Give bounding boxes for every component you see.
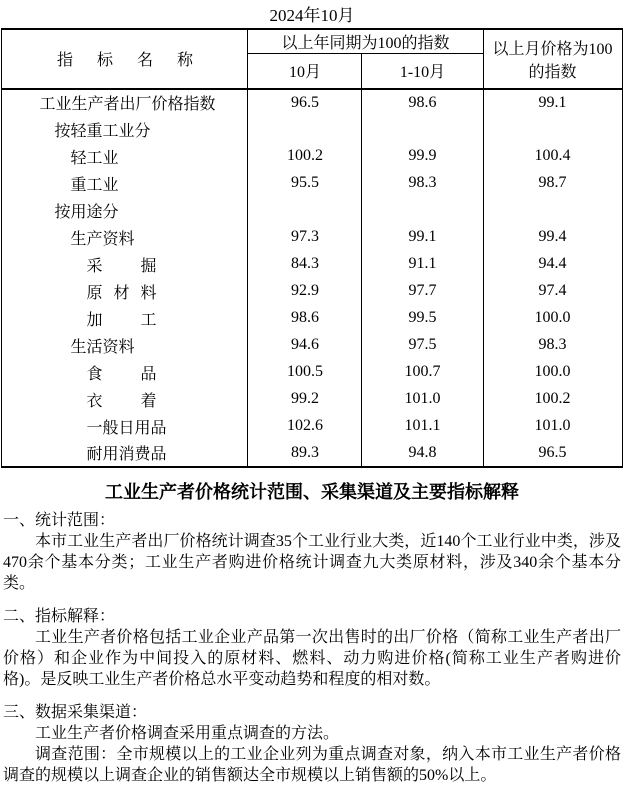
indicator-name: 按用途分 (54, 203, 119, 221)
mom-index-header-line1: 以上月价格为100 (492, 40, 613, 58)
oct-index-cell: 97.3 (248, 224, 362, 251)
note-section (3, 606, 621, 690)
mom-index-cell (483, 197, 622, 224)
indicator-name: 耐用消费品 (86, 446, 167, 463)
oct-index-cell (248, 197, 362, 224)
indicator-name-cell (2, 116, 248, 143)
indicator-name: 食品 (86, 365, 157, 383)
table-row (2, 116, 622, 143)
oct-index-cell: 100.5 (248, 359, 362, 386)
table-row (2, 89, 622, 116)
table-row (2, 305, 622, 332)
indicator-name: 生活资料 (70, 338, 135, 356)
table-row (2, 386, 622, 413)
oct-index-cell: 89.3 (248, 440, 362, 467)
oct-index-cell: 99.2 (248, 386, 362, 413)
indicator-name: 工业生产者出厂价格指数 (39, 96, 216, 113)
notes-heading: 工业生产者价格统计范围、采集渠道及主要指标解释 (105, 481, 519, 502)
table-row (2, 332, 622, 359)
mom-index-cell: 100.2 (483, 386, 622, 413)
oct-column-header: 10月 (248, 54, 362, 89)
oct-index-cell (248, 116, 362, 143)
indicator-name: 按轻重工业分 (54, 122, 151, 140)
table-row (2, 224, 622, 251)
indicator-name-cell (2, 413, 248, 440)
indicator-name: 一般日用品 (86, 419, 167, 437)
jan-oct-index-cell (362, 197, 483, 224)
mom-index-cell: 96.5 (483, 440, 622, 467)
indicator-name: 加工 (86, 311, 157, 329)
oct-index-cell: 96.5 (248, 89, 362, 116)
note-section-title: 三、数据采集渠道： (3, 703, 148, 721)
indicator-name-cell (2, 197, 248, 224)
indicator-name-cell (2, 89, 248, 116)
note-paragraph: 工业生产者价格包括工业企业产品第一次出售时的出厂价格（简称工业生产者出厂价格）和企业作为中间投入的原材料、燃料、动力购进价格(简称工业生产者购进价格)。是反映工业生产者价格总水平变动趋势和程度的相对数。 (3, 628, 621, 688)
indicator-name-cell (2, 170, 248, 197)
table-row (2, 143, 622, 170)
indicator-name-cell (2, 224, 248, 251)
note-section (3, 510, 621, 594)
indicator-name-cell (2, 386, 248, 413)
jan-oct-index-cell (362, 116, 483, 143)
jan-oct-index-cell: 99.5 (408, 309, 437, 326)
mom-index-cell: 99.1 (483, 89, 622, 116)
mom-index-cell: 97.4 (483, 278, 622, 305)
indicator-name-cell (2, 332, 248, 359)
mom-index-cell: 100.4 (483, 143, 622, 170)
jan-oct-column-header: 1-10月 (362, 54, 483, 89)
jan-oct-index-cell: 99.9 (408, 147, 437, 164)
note-paragraph: 本市工业生产者出厂价格统计调查35个工业行业大类，近140个工业行业中类，涉及470余个基本分类；工业生产者购进价格统计调查九大类原材料，涉及340余个基本分类。 (3, 532, 621, 592)
jan-oct-index-cell: 94.8 (408, 443, 437, 461)
jan-oct-index-cell: 100.7 (404, 363, 441, 380)
indicator-name: 生产资料 (70, 230, 135, 248)
indicator-name-cell (2, 359, 248, 386)
mom-index-cell: 94.4 (483, 251, 622, 278)
oct-index-cell: 95.5 (248, 170, 362, 197)
report-month-title: 2024年10月 (269, 6, 355, 25)
indicator-name-cell (2, 278, 248, 305)
price-index-table (1, 28, 622, 468)
table-row (2, 440, 622, 467)
table-row (2, 251, 622, 278)
table-header (2, 29, 622, 89)
table-row (2, 197, 622, 224)
jan-oct-index-cell: 101.1 (404, 417, 441, 434)
mom-index-cell: 98.7 (483, 170, 622, 197)
jan-oct-index-cell: 99.1 (408, 228, 437, 245)
indicator-name: 轻工业 (70, 149, 119, 167)
yoy-index-group-header: 以上年同期为100的指数 (248, 29, 483, 54)
mom-index-cell: 100.0 (483, 305, 622, 332)
indicator-name-header (2, 29, 248, 89)
note-paragraph: 调查范围：全市规模以上的工业企业列为重点调查对象，纳入本市工业生产者价格调查的规模以上调查企业的销售额达全市规模以上销售额的50%以上。 (3, 745, 621, 784)
note-section-title: 一、统计范围： (3, 511, 116, 529)
table-row (2, 413, 622, 440)
indicator-name-header-label: 指标名称 (56, 52, 193, 70)
mom-index-header (483, 29, 622, 89)
mom-index-header-line2: 的指数 (528, 63, 577, 81)
jan-oct-index-cell: 97.5 (408, 336, 437, 353)
indicator-name: 采掘 (86, 257, 157, 275)
oct-index-cell: 98.6 (248, 305, 362, 332)
oct-index-cell: 100.2 (248, 143, 362, 170)
mom-index-cell: 101.0 (483, 413, 622, 440)
oct-index-cell: 84.3 (248, 251, 362, 278)
table-row (2, 278, 622, 305)
table-row (2, 359, 622, 386)
note-section (3, 702, 621, 786)
jan-oct-index-cell: 97.7 (408, 282, 437, 299)
indicator-name: 原材料 (86, 284, 157, 302)
oct-index-cell: 102.6 (248, 413, 362, 440)
oct-index-cell: 94.6 (248, 332, 362, 359)
indicator-name-cell (2, 251, 248, 278)
indicator-name-cell (2, 440, 248, 467)
jan-oct-index-cell: 101.0 (404, 390, 441, 407)
header-row-1 (2, 29, 622, 54)
table-body (2, 89, 622, 467)
note-paragraph: 工业生产者价格调查采用重点调查的方法。 (35, 724, 340, 742)
notes (0, 510, 624, 786)
jan-oct-index-cell: 91.1 (408, 255, 437, 272)
table-row (2, 170, 622, 197)
indicator-name: 重工业 (70, 176, 119, 194)
indicator-name-cell (2, 305, 248, 332)
jan-oct-index-cell: 98.3 (408, 174, 437, 191)
jan-oct-index-cell: 98.6 (408, 93, 437, 111)
indicator-name: 衣着 (86, 392, 157, 410)
mom-index-cell (483, 116, 622, 143)
indicator-name-cell (2, 143, 248, 170)
note-section-title: 二、指标解释： (3, 607, 116, 625)
mom-index-cell: 98.3 (483, 332, 622, 359)
mom-index-cell: 100.0 (483, 359, 622, 386)
mom-index-cell: 99.4 (483, 224, 622, 251)
oct-index-cell: 92.9 (248, 278, 362, 305)
